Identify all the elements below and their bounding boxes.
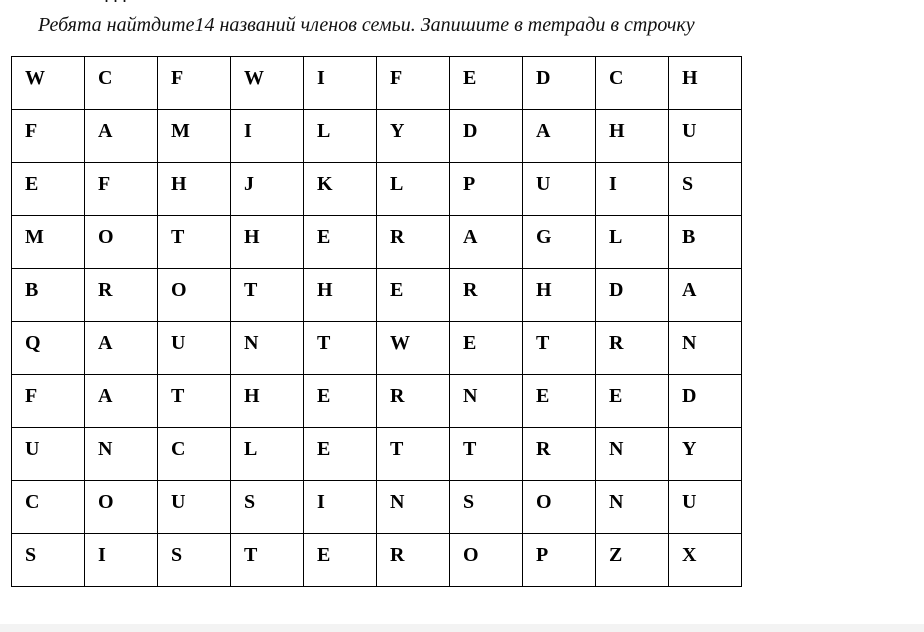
grid-cell: W [231, 57, 304, 110]
grid-row [12, 428, 742, 481]
grid-cell: H [231, 375, 304, 428]
grid-cell: Q [12, 322, 85, 375]
grid-cell: W [377, 322, 450, 375]
grid-row [12, 481, 742, 534]
grid-cell: Y [377, 110, 450, 163]
grid-cell: S [231, 481, 304, 534]
grid-cell: N [85, 428, 158, 481]
grid-cell: E [523, 375, 596, 428]
grid-cell: I [304, 481, 377, 534]
grid-cell: M [12, 216, 85, 269]
grid-cell: U [12, 428, 85, 481]
instruction-text: Ребята найтдите14 названий членов семьи. Запишите в тетради в строчку [38, 14, 695, 36]
grid-cell: T [304, 322, 377, 375]
grid-cell: L [596, 216, 669, 269]
grid-cell: X [669, 534, 742, 587]
grid-cell: B [12, 269, 85, 322]
grid-cell: R [377, 375, 450, 428]
grid-cell: A [85, 375, 158, 428]
grid-cell: C [12, 481, 85, 534]
grid-cell: T [231, 534, 304, 587]
grid-cell: T [158, 375, 231, 428]
grid-cell: E [304, 534, 377, 587]
grid-row [12, 216, 742, 269]
grid-cell: N [669, 322, 742, 375]
grid-cell: C [158, 428, 231, 481]
top-cut-text: · · · [104, 0, 127, 11]
word-search-grid [11, 56, 742, 587]
grid-cell: A [85, 110, 158, 163]
grid-cell: H [596, 110, 669, 163]
grid-cell: A [85, 322, 158, 375]
grid-cell: O [523, 481, 596, 534]
grid-cell: U [158, 481, 231, 534]
grid-cell: G [523, 216, 596, 269]
grid-cell: H [158, 163, 231, 216]
grid-row [12, 269, 742, 322]
grid-cell: Z [596, 534, 669, 587]
grid-cell: T [231, 269, 304, 322]
grid-cell: U [669, 110, 742, 163]
grid-cell: L [231, 428, 304, 481]
grid-cell: T [523, 322, 596, 375]
grid-cell: D [596, 269, 669, 322]
grid-cell: O [85, 216, 158, 269]
grid-cell: L [377, 163, 450, 216]
grid-cell: T [377, 428, 450, 481]
grid-cell: O [158, 269, 231, 322]
grid-cell: I [596, 163, 669, 216]
grid-row [12, 322, 742, 375]
grid-cell: A [450, 216, 523, 269]
grid-cell: U [523, 163, 596, 216]
page-bottom-strip [0, 624, 924, 632]
grid-cell: O [85, 481, 158, 534]
grid-cell: O [450, 534, 523, 587]
grid-cell: I [231, 110, 304, 163]
grid-cell: N [596, 481, 669, 534]
grid-cell: M [158, 110, 231, 163]
grid-cell: D [669, 375, 742, 428]
grid-cell: P [523, 534, 596, 587]
grid-cell: C [85, 57, 158, 110]
grid-cell: Y [669, 428, 742, 481]
grid-cell: R [377, 216, 450, 269]
grid-cell: S [669, 163, 742, 216]
grid-cell: L [304, 110, 377, 163]
grid-cell: R [596, 322, 669, 375]
grid-row [12, 57, 742, 110]
grid-cell: P [450, 163, 523, 216]
grid-cell: E [304, 216, 377, 269]
grid-cell: I [85, 534, 158, 587]
grid-cell: A [523, 110, 596, 163]
grid-cell: E [12, 163, 85, 216]
grid-cell: H [231, 216, 304, 269]
grid-cell: E [304, 428, 377, 481]
grid-cell: R [450, 269, 523, 322]
grid-row [12, 163, 742, 216]
grid-cell: T [158, 216, 231, 269]
grid-cell: S [450, 481, 523, 534]
grid-cell: C [596, 57, 669, 110]
grid-row [12, 110, 742, 163]
grid-cell: U [158, 322, 231, 375]
grid-row [12, 375, 742, 428]
grid-cell: A [669, 269, 742, 322]
grid-cell: T [450, 428, 523, 481]
grid-cell: E [450, 57, 523, 110]
grid-cell: H [669, 57, 742, 110]
grid-cell: F [85, 163, 158, 216]
grid-cell: J [231, 163, 304, 216]
grid-cell: F [12, 110, 85, 163]
grid-cell: U [669, 481, 742, 534]
grid-cell: N [450, 375, 523, 428]
grid-cell: K [304, 163, 377, 216]
grid-cell: E [377, 269, 450, 322]
grid-cell: W [12, 57, 85, 110]
grid-cell: S [12, 534, 85, 587]
grid-cell: D [450, 110, 523, 163]
grid-cell: N [596, 428, 669, 481]
grid-cell: D [523, 57, 596, 110]
grid-cell: F [12, 375, 85, 428]
grid-cell: E [596, 375, 669, 428]
grid-cell: H [304, 269, 377, 322]
grid-cell: H [523, 269, 596, 322]
grid-cell: E [304, 375, 377, 428]
grid-cell: I [304, 57, 377, 110]
grid-cell: N [377, 481, 450, 534]
grid-cell: R [523, 428, 596, 481]
grid-cell: R [85, 269, 158, 322]
grid-row [12, 534, 742, 587]
grid-cell: E [450, 322, 523, 375]
grid-cell: R [377, 534, 450, 587]
grid-cell: B [669, 216, 742, 269]
grid-cell: S [158, 534, 231, 587]
grid-cell: F [158, 57, 231, 110]
grid-cell: N [231, 322, 304, 375]
grid-cell: F [377, 57, 450, 110]
